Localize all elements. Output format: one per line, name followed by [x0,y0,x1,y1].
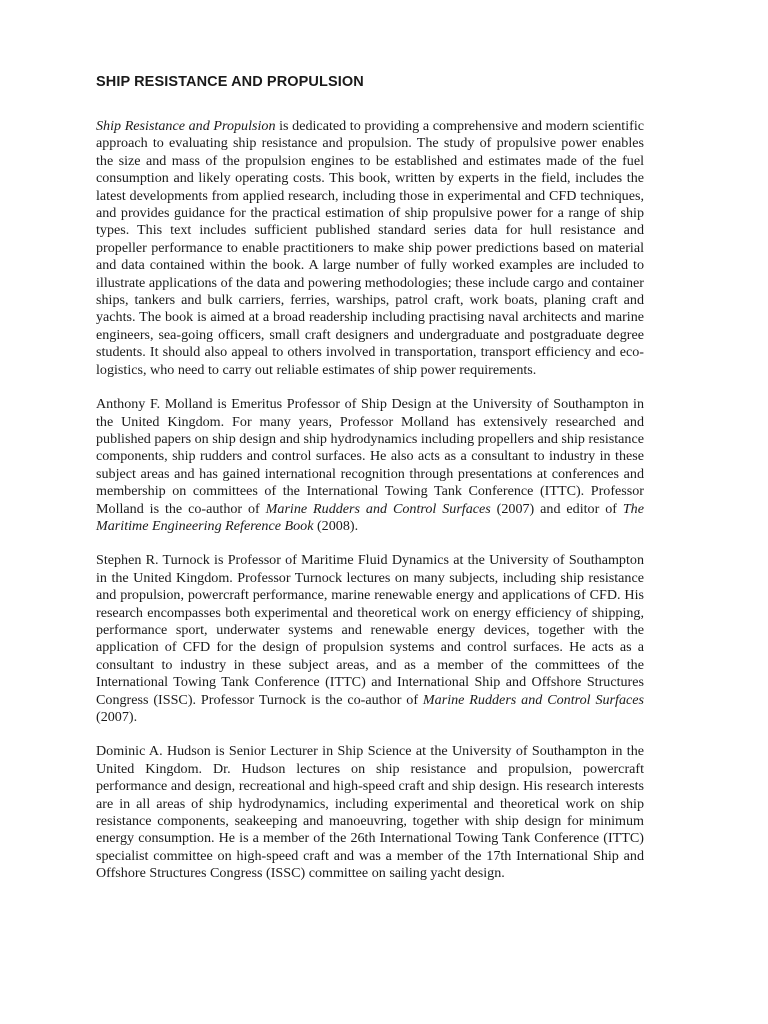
author-bio-hudson [96,743,644,882]
paragraph-text: (2007) and editor of [490,500,623,517]
book-title-italic: The Maritime Engineering Reference Book [96,500,644,534]
page-title: SHIP RESISTANCE AND PROPULSION [96,74,364,90]
paragraph-text: is dedicated to providing a comprehensive and modern scientific approach to evaluating ship resistance and propulsion. The study of propulsive power enables the size and mass of the propulsion engines to be established and estimates made of the fuel consumption and likely operating costs. This book, written by experts in the field, includes the latest developments from applied research, including those in experimental and CFD techniques, and provides guidance for the practical estimation of ship propulsive power for a range of ship types. This text includes sufficient published standard series data for hull resistance and propeller performance to enable practitioners to make ship power predictions based on material and data contained within the book. A large number of fully worked examples are included to illustrate applications of the data and powering methodologies; these include cargo and container ships, tankers and bulk carriers, ferries, warships, patrol craft, work boats, planing craft and yachts. The book is aimed at a broad readership including practising naval architects and marine engineers, sea-going officers, small craft designers and undergraduate and postgraduate degree students. It should also appeal to others involved in transportation, transport efficiency and eco-logistics, who need to carry out reliable estimates of ship power requirements. [96,118,644,378]
book-title-italic: Ship Resistance and Propulsion [96,118,276,134]
paragraph-text: (2008). [313,517,359,534]
book-blurb-page [96,72,644,900]
paragraph-text: Stephen R. Turnock is Professor of Maritime Fluid Dynamics at the University of Southampton in the United Kingdom. Professor Turnock lectures on many subjects, including ship resistance and propulsion, powercraft performance, marine renewable energy and applications of CFD. His research encompasses both experimental and theoretical work on energy efficiency of shipping, performance sport, underwater systems and renewable energy devices, together with the application of CFD for the design of propulsion systems and control surfaces. He acts as a consultant to industry in these subject areas, and as a member of the committees of the International Towing Tank Conference (ITTC) and International Ship and Offshore Structures Congress (ISSC). Professor Turnock is the co-author of [96,552,644,708]
book-title-italic: Marine Rudders and Control Surfaces [265,500,491,517]
paragraph-text: Anthony F. Molland is Emeritus Professor of Ship Design at the University of Southampton in the United Kingdom. For many years, Professor Molland has extensively researched and published papers on ship design and ship hydrodynamics including propellers and ship resistance components, ship rudders and control surfaces. He also acts as a consultant to industry in these subject areas and has gained international recognition through presentations at conferences and membership on committees of the International Towing Tank Conference (ITTC). Professor Molland is the co-author of [96,396,644,517]
author-bio-turnock [96,552,644,726]
book-description-paragraph [96,118,644,379]
book-title-italic: Marine Rudders and Control Surfaces [422,691,644,708]
paragraph-text: Dominic A. Hudson is Senior Lecturer in Ship Science at the University of Southampton in the United Kingdom. Dr. Hudson lectures on ship resistance and propulsion, powercraft performance and design, recreational and high-speed craft and ship design. His research interests are in all areas of ship hydrodynamics, including experimental and theoretical work on ship resistance components, seakeeping and manoeuvring, together with ship design for minimum energy consumption. He is a member of the 26th International Towing Tank Conference (ITTC) specialist committee on high-speed craft and was a member of the 17th International Ship and Offshore Structures Congress (ISSC) committee on sailing yacht design. [96,743,644,882]
author-bio-molland [96,396,644,535]
paragraph-text: (2007). [96,709,138,725]
